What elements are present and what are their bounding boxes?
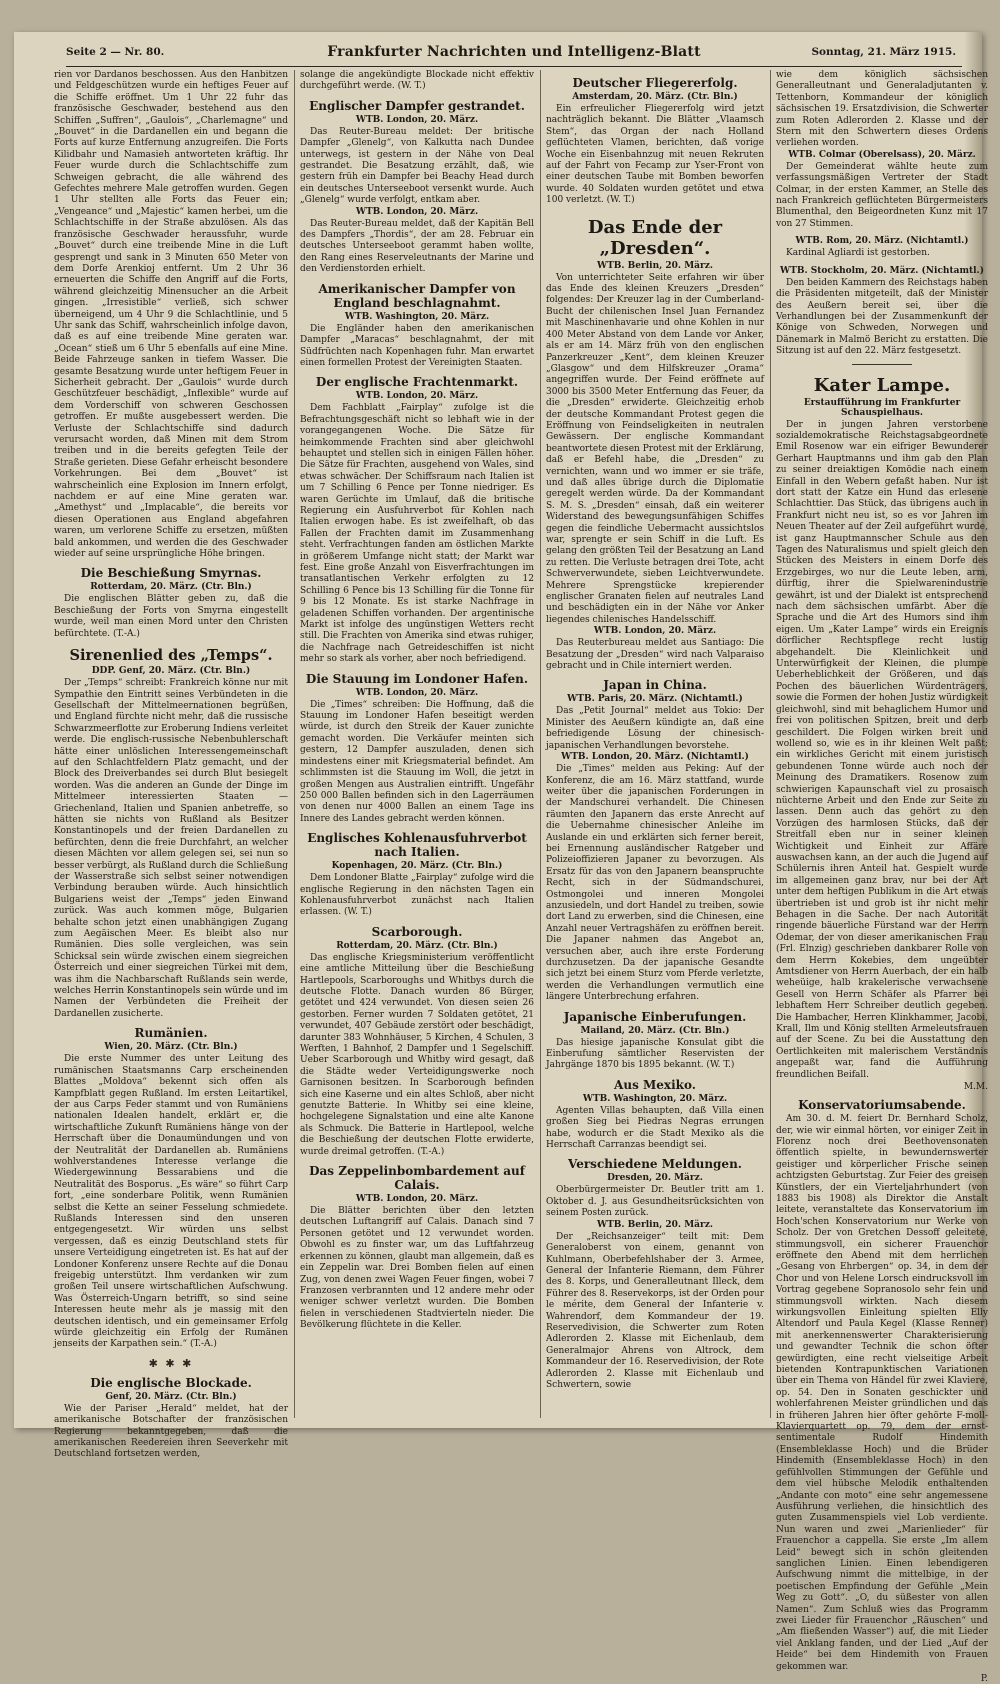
article-body: Am 30. d. M. feiert Dr. Bernhard Scholz, der, wie wir einmal hörten, vor einiger Zeit in Florenz noch drei Beethovensonaten öffentlich spielte, in bewundernswerter geistiger und körperlicher Frische seinen achtzigsten Geburtstag. Zur Feier des greisen Künstlers, der ein Vierteljahrhundert (von 1883 bis 1908) als Direktor die Anstalt leitete, veranstaltete das Konservatorium im Hoch'schen Konservatorium nur Werke von Scholz. Der von Gretchen Dessoff geleitete, stimmungsvoll, ein sicherer Frauenchor eröffnete den Abend mit dem herrlichen „Gesang von Ehrbergen“ op. 34, in dem der Chor und von Helene Lorsch eindrucksvoll im Vortrag gegebene Sopranosolo sehr fein und stimmungsvoll wirkten. Nach diesem wirkungsvollen Einleitung spielten Elly Altendorf und Paula Kegel (Klasse Renner) mit anerkennenswerter Charakterisierung und gewandter Technik die schon öfter gewürdigten, eine recht vielseitige Arbeit bietenden Kontrapunktischen Variationen über ein Thema von Händel für zwei Klaviere, op. 54. Den in Sonaten geschickter und wohlerfahrenen Meister gründlichen und das in früheren Jahren hier öfter gehörte F-moll-Klavierquartett op. 79, dem der ernst-sentimentale Rudolf Hindemith (Ensembleklasse Hoch) und die Brüder Hindemith (Ensembleklasse Hoch) in den gefühlvollen Stimmungen der Gefühle und dem viel hübsche Melodik enthaltenden „Andante con moto“ eine sehr angemessene Ausführung verliehen, die hinsichtlich des guten Zusammenspiels viel Lob verdiente. Nun waren und zwei „Marienlieder“ für Frauenchor a cappella. Sie erste „Im allem Leid“ bewegt sich in schön gleitenden sanglichen Linien. Einen lebendigeren Aufschwung nimmt die mittelbige, in der poetischen Empfindung der Gefühle „Mein Weg zu Gott“. „O, du süßester von allen Namen“. Zum Schluß wies das Programm zwei Lieder für Frauenchor „Räuschen“ und „Am fließenden Wasser“) auf, die mit Lieder viel Anklang fanden, und der Lied „Auf der Heide“ bei dem Hindemith von Frauen gekommen war. <box>776 1114 988 1672</box>
article-body: Das Reuter-Bureau meldet: Der britische Dampfer „Glenelg“, von Kalkutta nach Dundee unterwegs, ist gestern in der Nähe von Deal gestrandet. Die Besatzung erzählt, daß, wie gestern früh ein Dampfer bei Beachy Head durch ein deutsches Unterseeboot versenkt wurde. Auch „Glenelg“ wurde verfolgt, entkam aber. <box>300 126 534 206</box>
column-rule <box>770 70 771 1418</box>
article-blockade <box>54 1376 288 1461</box>
dateline: Amsterdam, 20. März. (Ctr. Bln.) <box>572 92 738 102</box>
dateline: WTB. London, 20. März. <box>593 626 717 637</box>
article-headline: Japan in China. <box>603 678 707 693</box>
newspaper-title: Frankfurter Nachrichten und Intelligenz-Blatt <box>327 44 701 60</box>
article-dresden <box>546 217 764 673</box>
dateline: Mailand, 20. März. (Ctr. Bln.) <box>580 1025 730 1036</box>
article-body: Das Reuterbureau meldet aus Santiago: Die Besatzung der „Dresden“ wird nach Valparaiso gebracht und in Chile interniert werden. <box>546 638 764 672</box>
article-body: Dem Londoner Blatte „Fairplay“ zufolge wird die englische Regierung in den nächsten Tagen ein Kohlenausfuhrverbot zunächst nach Italien erlassen. (W. T.) <box>300 873 534 918</box>
article-temps <box>54 647 288 1020</box>
article-body: Die „Times“ melden aus Peking: Auf der Konferenz, die am 16. März stattfand, wurde weiter über die japanischen Forderungen in der Mandschurei verhandelt. Die Chinesen räumten den Japanern das erste Anrecht auf die Uebernahme chinesischer Anleihe im Auslande ein und erklärten sich ferner bereit, bei Ernennung ausländischer Ratgeber und Polizeioffizieren Japaner zu bevorzugen. Als Ersatz für das von den Japanern beanspruchte Recht, sich in der Südmandschurei, Ostmongolei und inneren Mongolei anzusiedeln, und dort Handel zu treiben, sowie dort Land zu erwerben, sind die Chinesen, eine Anzahl neuer Vertragshäfen zu eröffnen bereit. Die Japaner nahmen das Angebot an, versuchen aber, auch ihre erste Forderung durchzusetzen. Da der japanische Gesandte sich jetzt bei einem Sturz vom Pferde verletzte, werden die Verhandlungen vermutlich eine längere Unterbrechung erfahren. <box>546 764 764 1003</box>
dateline: Rotterdam, 20. März. (Ctr. Bln.) <box>336 940 498 951</box>
dateline: WTB. Colmar (Oberelsass), 20. März. <box>788 149 976 160</box>
article-continuation: wie dem königlich sächsischen Generalleutnant und Generaladjutanten v. Tettenborn, Kommandeur der königlich sächsischen 19. Ersatzdivision, die Schwerter zum Roten Adlerorden 2. Klasse und der Stern mit den Schwertern dieses Ordens verliehen worden. <box>776 70 988 149</box>
dateline: WTB. Washington, 20. März. <box>344 311 490 322</box>
article-harbour-congestion <box>300 672 534 825</box>
column-1 <box>54 70 288 1460</box>
article-body: Der „Temps“ schreibt: Frankreich könne nur mit Sympathie den Eintritt seines Verbündeten in die Gesellschaft der Mittelmeernationen begrüßen, und England fürchte nicht mehr, daß die russische Schwarzmeerflotte zur Eroberung Indiens verleitet werde. Die englisch-russische Nebenbuhlerschaft hätte einer unlöslichen Interessengemeinschaft auf den Schlachtfeldern Platz gemacht, und der Block des Dreiverbandes sei durch Blut besiegelt worden. Was die anderen an Gunde der Dinge im Mittelmeer interessierten Staaten — Griechenland, Italien und Spanien anbetreffe, so hätten sie nichts von Rußland als Besitzer Konstantinopels und der freien Dardanellen zu befürchten, denn die freie Durchfahrt, an welcher diesen Mächten vor allem gelegen sei, sei nun so besser verbürgt, als Rußland durch die Schließung der Wasserstraße sich selbst seiner notwendigen Verbindung berauben würde. Auch hinsichtlich Bulgariens weist der „Temps“ jeden Einwand zurück. Was auch kommen möge, Bulgarien behalte schon jetzt einen unabhängigen Zugang zum Aegäischen Meer. Es bleibt also nur Rumänien. Dies solle vergleichen, was sein Schicksal sein würde zwischen einem siegreichen Österreich und einer siegreichen Türkei mit dem, was ihm die Nachbarschaft Rußlands sein werde, welches Herrin Konstantinopels sein würde und im Namen der Verbündeten die Freiheit der Dardanellen zusicherte. <box>54 678 288 1019</box>
article-headline: Sirenenlied des „Temps“. <box>69 647 273 665</box>
article-headline: Das Zeppelinbombardement auf Calais. <box>309 1164 525 1193</box>
article-body: Das Reuter-Bureau meldet, daß der Kapitän Bell des Dampfers „Thordis“, der am 28. Februar ein deutsches Unterseeboot gerammt haben wollte, den Rang eines Reserveleutnants der Marine und den Verdienstorden erhielt. <box>300 218 534 275</box>
article-mexico <box>546 1078 764 1152</box>
page-number: Seite 2 — Nr. 80. <box>66 46 165 58</box>
article-body: Der „Reichsanzeiger“ teilt mit: Dem Generaloberst von einem, genannt von Kuhlmann, Oberbefehlshaber der 3. Armee, General der Infanterie Riemann, dem Führer des 8. Korps, und Generalleutnant Illeck, dem Führer des 8. Reservekorps, ist der Orden pour le mérite, dem General der Infanterie v. Wahrendorf, dem Kommandeur der 19. Reservedivision, die Schwerter zum Roten Adlerorden 2. Klasse mit Eichenlaub, dem Generalmajor Ahrens von Altrock, dem Kommandeur der 16. Reservedivision, der Rote Adlerorden 2. Klasse mit Eichenlaub und Schwertern, sowie <box>546 1231 764 1390</box>
article-body: Agenten Villas behaupten, daß Villa einen großen Sieg bei Piedras Negras errungen habe, wodurch er die Stadt Mexiko als die Herrschaft Carranzas beendigt sei. <box>546 1105 764 1151</box>
article-japan-china <box>546 678 764 1003</box>
brief-rome <box>776 236 988 259</box>
section-divider: ✱ ✱ ✱ <box>148 1356 194 1370</box>
article-body: Das hiesige japanische Konsulat gibt die Einberufung sämtlicher Reservisten der Jahrgänge 1870 bis 1895 bekannt. (W. T.) <box>546 1037 764 1071</box>
column-4 <box>776 70 988 1684</box>
article-headline: Rumänien. <box>134 1026 208 1041</box>
dateline: Dresden, 20. März. <box>607 1173 703 1184</box>
dateline: Rotterdam, 20. März. (Ctr. Bln.) <box>90 582 252 593</box>
article-headline: Das Ende der „Dresden“. <box>587 216 723 259</box>
article-freight-market <box>300 375 534 665</box>
article-zeppelin <box>300 1164 534 1331</box>
article-subtitle: Erstaufführung im Frankfurter Schauspielhaus. <box>803 397 961 418</box>
dateline: Wien, 20. März. (Ctr. Bln.) <box>104 1042 238 1053</box>
article-headline: Konservatoriumsabende. <box>798 1098 966 1113</box>
column-3 <box>546 70 764 1418</box>
article-headline: Englisches Kohlenausfuhrverbot nach Italien. <box>307 831 527 860</box>
dateline: WTB. Rom, 20. März. (Nichtamtl.) <box>795 236 969 247</box>
article-body: Die erste Nummer des unter Leitung des rumänischen Staatsmanns Carp erscheinenden Blattes „Moldova“ bekennt sich offen als Kampfblatt gegen Rußland. Im ersten Leitartikel, der aus Carps Feder stammt und von Rumäniens nationalen Idealen handelt, erklärt er, die wirtschaftliche Zukunft Rumäniens hänge von der Herrschaft über die Donaumündungen und von der Neutralität der Dardanellen ab. Rumäniens wohlverstandenes Interesse verlange die Wiedergewinnung Bessarabiens und die Neutralität des Bosporus. „Es wäre“ so führt Carp fort, „eine sonderbare Politik, wenn Rumänien selbst die Kette an seiner Fesselung schmiedete. Rußlands Interessen sind den unseren entgegengesetzt. Wir würden uns selbst vergessen, daß es einzig Deutschland stets für unsere Verteidigung eingetreten ist. Es hat auf der Londoner Konferenz unsere Rechte auf die Donau freigebig unterstützt. Ihm verdanken wir zum großen Teil unsere wirtschaftlichen Aufschwung. Was Österreich-Ungarn betrifft, so sind seine Interessen heute mehr als je massig mit den deutschen identisch, und ein gemeinsamer Erfolg würde gleichzeitig ein Erfolg der Rumänen jenseits der Karpathen sein.“ (T.-A.) <box>54 1054 288 1350</box>
review-conservatory <box>776 1098 988 1684</box>
article-headline: Japanische Einberufungen. <box>563 1009 747 1024</box>
article-headline: Aus Mexiko. <box>614 1077 696 1092</box>
issue-date: Sonntag, 21. März 1915. <box>811 46 956 58</box>
dateline: WTB. Paris, 20. März. (Nichtamtl.) <box>567 694 743 705</box>
article-scarborough <box>300 925 534 1158</box>
article-headline: Amerikanischer Dampfer von England beschlagnahmt. <box>318 281 516 310</box>
newspaper-page <box>14 32 988 1684</box>
brief-colmar <box>776 150 988 230</box>
article-body: Die „Times“ schreiben: Die Hoffnung, daß die Stauung im Londoner Hafen beseitigt werden würde, ist durch den Streik der Kauer zunichte gemacht worden. Die Verkäufer meinten sich gestern, 12 Dampfer auszuladen, denen sich mindestens einer mit Kriegsmaterial befindet. Am schlimmsten ist die Stauung im Woll, die jetzt in großen Mengen aus Australien eintrifft. Ungefähr 250 000 Ballen befinden sich in den Lagerräumen von denen nur 4000 Ballen an einem Tage ins Innere des Landes gebracht werden können. <box>300 699 534 824</box>
article-body: Die englischen Blätter geben zu, daß die Beschießung der Forts von Smyrna eingestellt wurde, weil man einen Mord unter den Christen befürchtete. (T.-A.) <box>54 594 288 639</box>
article-headline: Der englische Frachtenmarkt. <box>315 375 519 390</box>
article-body: Der Gemeinderat wählte heute zum verfassungsmäßigen Vertreter der Stadt Colmar, in der ersten Kammer, an Stelle des nach Frankreich geflüchteten Bürgermeisters Blumenthal, den Beigeordneten Kunz mit 17 von 27 Stimmen. <box>776 161 988 229</box>
page-header <box>66 44 962 67</box>
article-body: Wie der Pariser „Herald“ meldet, hat der amerikanische Botschafter der französischen Regierung bekanntgegeben, daß die amerikanischen Reedereien ihren Seeverkehr mit Deutschland fortsetzen werden, <box>54 1403 288 1460</box>
article-coal-ban <box>300 831 534 919</box>
article-flier <box>546 76 764 207</box>
dateline: WTB. Berlin, 20. März. <box>597 260 713 271</box>
dateline: WTB. London, 20. März. <box>355 687 479 698</box>
author-signature: P. <box>980 1674 988 1684</box>
brief-stockholm <box>776 266 988 358</box>
article-body: Das englische Kriegsministerium veröffentlicht eine amtliche Mitteilung über die Beschießung Hartlepools, Scarboroughs und Whitbys durch die deutsche Flotte. Danach wurden 86 Bürger, getötet und 424 verwundet. Von diesen seien 26 gestorben. Ferner wurden 7 Soldaten getötet, 21 verwundet, 407 Gebäude zerstört oder beschädigt, darunter 383 Wohnhäuser, 5 Kirchen, 4 Schulen, 3 Werften, 1 Bahnhof, 2 Dampfer und 1 Segelschiff. Ueber Scarborough und Whitby wird gesagt, daß die Städte weder Verteidigungswerke noch Garnisonen besitzen. In Scarborough befinden sich eine Kaserne und ein altes Schloß, aber nicht genutzte Batterie. In Whitby sei eine kleine, hochgelegene Signalstation und eine alte Kanone als Schmuck. Die Batterie in Hartlepool, welche die Beschießung der deutschen Flotte erwiderte, wurde dreimal getroffen. (T.-A.) <box>300 952 534 1157</box>
article-body: Von unterrichteter Seite erfahren wir über das Ende des kleinen Kreuzers „Dresden“ folgendes: Der Kreuzer lag in der Cumberland-Bucht der chilenischen Insel Juan Fernandez mit Maschinenhavarie und ohne Kohlen in nur 400 Meter Abstand von dem Lande vor Anker, als er am 14. März früh von den englischen Panzerkreuzer „Kent“, dem kleinen Kreuzer „Glasgow“ und dem Hilfskreuzer „Orama“ angegriffen wurde. Der Feind eröffnete auf 3000 bis 3500 Meter Entfernung das Feuer, da die „Dresden“ erwiderte. Gleichzeitig erhob der deutsche Kommandant Protest gegen die Eröffnung von Feindseligkeiten in neutralen Gewässern. Der englische Kommandant beantwortete diesen Protest mit der Erklärung, daß er Befehl habe, die „Dresden“ zu vernichten, wann und wo immer er sie träfe, und daß alles übrige durch die Diplomatie geregelt werden würde. Da der Kommandant S. M. S. „Dresden“ einsah, daß ein weiterer Widerstand des bewegungsunfähigen Schiffes gegen die feindliche Uebermacht aussichtslos war, sprengte er sein Schiff in die Luft. Es gelang den größten Teil der Besatzung an Land zu retten. Die Verluste betragen drei Tote, acht Schwerverwundete, sieben Leichtverwundete. Mehrere Sprengstücke krepierender englischer Granaten fielen auf neutrales Land und beschädigten ein in der Nähe vor Anker liegendes chilenisches Handelsschiff. <box>546 272 764 625</box>
article-body: Der in jungen Jahren verstorbene sozialdemokratische Reichstagsabgeordnete Emil Rosenow war ein eifriger Bewunderer Gerhart Hauptmanns und ihm gab den Plan zu seiner dreiaktigen Komödie nach einem Einfall in den Webern gefaßt haben. Nur ist dort statt der Katze ein Hund das erlesene Schlachttier. Das Stück, das übrigens auch in Frankfurt nicht neu ist, so es vor Jahren im Neuen Theater auf der Zeil aufgeführt wurde, ist ganz Hauptmannscher Schule aus den Tagen des Naturalismus und spielt gleich den Stücken des Meisters in einem Dorfe des Erzgebirges, wo nur die Leute leben, arm, dürftig, ihrer die Spielwarenindustrie gewährt, ist und der Dialekt ist entsprechend nach dem sächsischen umfärbt. Aber die Sprache und die Art des Humors sind ihm eigen. Um „Kater Lampe“ wirds ein Ereignis dörflicher Rechtspflege recht lustig abgehandelt. Die Kleinlichkeit und Unterwürfigkeit der Kleinen, die plumpe Ueberheblichkeit der Größeren, und das Pochen des bäuerlichen Würdenträgers, sowie die Formen der hohen Justiz würdigkeit gleichwohl, sind mit behaglichem Humor und frei von politischen Spitzen, breit und derb geschildert. Die Folgen wirken breit und wollend so, wie es in ihr kleinen Welt paßt; ein wirkliches Gericht mit einem juristisch gebundenen Tonne würde auch noch der Meinung des Dramatikers. Rosenow zum schwierigen Kapaunschaft viel zu prosaisch nüchterne Arbeit und den Ende zur Seite zu lassen. Denn auch das gehört zu den Vorzügen des harmlosen Stücks, daß der Streitfall eben nur in seiner kleinen Wichtigkeit und Einheit zur Affäre auswachsen kann, an der auch die Jugend auf Schülernis ihren Anteil hat. Gespielt wurde im allgemeinen ganz brav, nur bei der Art unter dem heftigen Publikum in die Art etwas übertrieben ist und grob ist ihr nicht mehr Behagen in die Sache. Der nach Autorität ringende bäuerliche Fürstand war der Herrn Odemar, der von dieser amerikanischen Frau (Frl. Elnzig) geschrieben dankbarer Rolle von dem Herrn Kokebies, dem ungeübter Amtsdiener von Herrn Auerbach, der ein halb weheüige, halb krakelerische verwachsene Gesell von Herrn Schäfer als Pfarrer bei lebhaftem Herr Schreiber deutlich gegeben. Die Hambacher, Herren Klinkhammer, Jacobi, Krall, Ilm und König stellten Armeleutsfrauen auf der Scene. Zu bei die Ausstattung den Oertlichkeiten mit malerischem Verständnis angepaßt war, fand die Aufführung freundlichen Beifall. <box>776 419 988 1080</box>
column-rule <box>540 70 541 1418</box>
dateline: WTB. Berlin, 20. März. <box>597 1219 713 1230</box>
article-headline: Die Stauung im Londoner Hafen. <box>305 671 529 686</box>
article-headline: Scarborough. <box>371 924 463 939</box>
article-headline: Die englische Blockade. <box>90 1375 252 1390</box>
article-body: Oberbürgermeister Dr. Beutler tritt am 1. Oktober d. J. aus Gesundheitsrücksichten von seinem Posten zurück. <box>546 1185 764 1219</box>
article-body: Die Engländer haben den amerikanischen Dampfer „Maracas“ beschlagnahmt, der mit Südfrüchten nach Kopenhagen fuhr. Man erwartet einen formellen Protest der Vereinigten Staaten. <box>300 323 534 368</box>
dateline: WTB. Stockholm, 20. März. (Nichtamtl.) <box>780 265 984 276</box>
dateline: WTB. London, 20. März. <box>355 206 479 217</box>
column-rule <box>294 70 295 1418</box>
review-kater-lampe <box>776 375 988 1093</box>
dateline: WTB. London, 20. März. (Nichtamtl.) <box>561 752 749 763</box>
dateline: WTB. Washington, 20. März. <box>582 1093 728 1104</box>
article-misc <box>546 1157 764 1391</box>
column-2 <box>300 70 534 1418</box>
article-headline: Die Beschießung Smyrnas. <box>80 566 262 581</box>
article-body: Dem Fachblatt „Fairplay“ zufolge ist die Befrachtungsgeschäft nicht so lebhaft wie in der vorangegangenen Woche. Die Sätze für heimkommende Frachten sind aber gleichwohl behauptet und stellen sich in einigen Fällen höher. Die Sätze für Frachten, ausgehend von Wales, sind etwas schwächer. Der Schiffsraum nach Italien ist um 7 Schilling 6 Pence per Tonne niedriger. Es waren Gerüchte im Umlauf, daß die britische Regierung ein Ausfuhrverbot für Kohlen nach Italien erwogen habe. Es ist zweifelhaft, ob das Fallen der Frachten damit im Zusammenhang steht. Verfrachtungen fanden am östlichen Markte in größerem Umfange nicht statt; der Markt war fest. Eine große Anzahl von Eisverfrachtungen im transatlantischen Verkehr erfolgten zu 12 Schilling 6 Pence bis 13 Schilling für die Tonne für 9 bis 12 Monate. Es ist starke Nachfrage in geladenen Schiffen vorhanden. Der argentinische Markt ist infolge des ungünstigen Wetters recht still. Die Frachten von Amerika sind etwas ruhiger, die Nachfrage nach Getreideschiffen ist nicht mehr so stark als vorher, aber noch befriedigend. <box>300 403 534 665</box>
article-american-steamer <box>300 282 534 370</box>
article-headline: Verschiedene Meldungen. <box>568 1157 742 1172</box>
article-body: Den beiden Kammern des Reichstags haben die Präsidenten mitgeteilt, daß der Minister des Aeußern bereit sei, über die Verhandlungen bei der Zusammenkunft der Könige von Schweden, Norwegen und Dänemark in Malmö Bericht zu erstatten. Die Sitzung ist auf den 22. März festgesetzt. <box>776 277 988 357</box>
dateline: Kopenhagen, 20. März. (Ctr. Bln.) <box>331 861 503 872</box>
article-headline: Deutscher Fliegererfolg. <box>572 76 738 90</box>
article-japanese-draft <box>546 1010 764 1072</box>
article-continuation: rien vor Dardanos beschossen. Aus den Hanbitzen und Feldgeschützen wurde ein heftiges Feuer auf die Schiffe eröffnet. Um 1 Uhr 22 fuhr das französische Geschwader, bestehend aus den Schiffen „Suffren“, „Gaulois“, „Charlemagne“ und „Bouvet“ in die Dardanellen ein und begann die Forts auf kurze Entfernung anzugreifen. Die Forts Kilidbahr und Namasieh antworteten kräftig. Ihr Feuer wurde durch die Schlachtschiffe zum Schweigen gebracht, die alle während des Gefechtes mehrere Male getroffen wurden. Gegen 1 Uhr stellten alle Forts das Feuer ein; „Vengeance“ und „Majestic“ kamen herbei, um die Schlachtschiffe in der Straße abzulösen. Als das französische Geschwader heraussfuhr, wurde „Bouvet“ durch eine treibende Mine in die Luft gesprengt und sank in 3 Minuten 650 Meter von dem Dorfe Arenkioj entfernt. Um 2 Uhr 36 erneuerten die Schiffe den Angriff auf die Forts, während gleichzeitig Minensucher an die Arbeit gingen. „Irresistible“ verließ, sich schwer überneigend, um 4 Uhr 9 die Schlachtlinie, und 5 Uhr sank das Schiff, wahrscheinlich infolge davon, daß es auf eine treibende Mine geraten war. „Ocean“ stieß um 6 Uhr 5 ebenfalls auf eine Mine. Beide Fahrzeuge sanken in tiefem Wasser. Die gesamte Besatzung wurde unter heftigem Feuer in Sicherheit gebracht. Der „Gaulois“ wurde durch Geschützfeuer beschädigt, „Inflexible“ wurde auf dem Vorderschiff von schweren Geschossen getroffen. Er mußte ausgebessert werden. Die Verluste der Schlachtschiffe sind dadurch verursacht worden, daß Minen mit dem Strom treiben und in die bereits gefegten Teile der Straße gerieten. Diese Gefahr erheischt besondere Vorkehrungen. Bei dem „Bouvet“ ist wahrscheinlich eine Explosion im Innern erfolgt, nachdem er auf eine Mine geraten war. „Amethyst“ und „Implacable“, die bereits vor diesen Operationen aus England abgefahren waren, um verlorene Schiffe zu ersetzen, müßten bald ankommen, und werden die des Geschwader wieder auf seine ursprüngliche Höhe bringen. <box>54 70 288 560</box>
article-continuation: solange die angekündigte Blockade nicht effektiv durchgeführt werde. (W. T.) <box>300 70 534 92</box>
article-smyrna <box>54 566 288 640</box>
dateline: WTB. London, 20. März. <box>355 114 479 125</box>
article-body: Das „Petit Journal“ meldet aus Tokio: Der Minister des Aeußern kündigte an, daß eine befriedigende Lösung der chinesisch-japanischen Verhandlungen bevorstehe. <box>546 706 764 751</box>
article-body: Kardinal Agliardi ist gestorben. <box>786 248 930 259</box>
dateline: DDP. Genf, 20. März. (Ctr. Bln.) <box>91 666 251 677</box>
dateline: WTB. London, 20. März. <box>355 1194 479 1205</box>
article-steamer <box>300 99 534 276</box>
dateline: Genf, 20. März. (Ctr. Bln.) <box>105 1391 237 1402</box>
article-headline: Kater Lampe. <box>813 374 951 396</box>
article-headline: Englischer Dampfer gestrandet. <box>309 98 525 113</box>
article-body: Ein erfreulicher Fliegererfolg wird jetzt nachträglich bekannt. Die Blätter „Vlaamsch Stem“, das Organ der nach Holland geflüchteten Vlamen, berichten, daß vorige Woche ein Eisenbahnzug mit neuen Rekruten auf der Fahrt von Fecamp zur Yser-Front von einer deutschen Taube mit Bomben beworfen wurde. 40 Soldaten wurden getötet und etwa 100 verletzt. (W. T.) <box>546 104 764 206</box>
article-romania <box>54 1026 288 1351</box>
feuilleton-rule <box>852 364 912 365</box>
author-signature: M.M. <box>963 1082 988 1093</box>
article-body: Die Blätter berichten über den letzten deutschen Luftangriff auf Calais. Danach sind 7 Personen getötet und 12 verwundet worden. Obwohl es zu finster war, um das Luftfahrzeug erkennen zu können, glaubt man allgemein, daß es ein Zeppelin war. Drei Bomben fielen auf einen Zug, von denen zwei Wagen Feuer fingen, wobei 7 Franzosen verbrannten und 12 andere mehr oder weniger schwer verletzt wurden. Die Bomben fielen in verschiedenen Stadtvierteln nieder. Die Bevölkerung flüchtete in die Keller. <box>300 1206 534 1331</box>
dateline: WTB. London, 20. März. <box>355 391 479 402</box>
